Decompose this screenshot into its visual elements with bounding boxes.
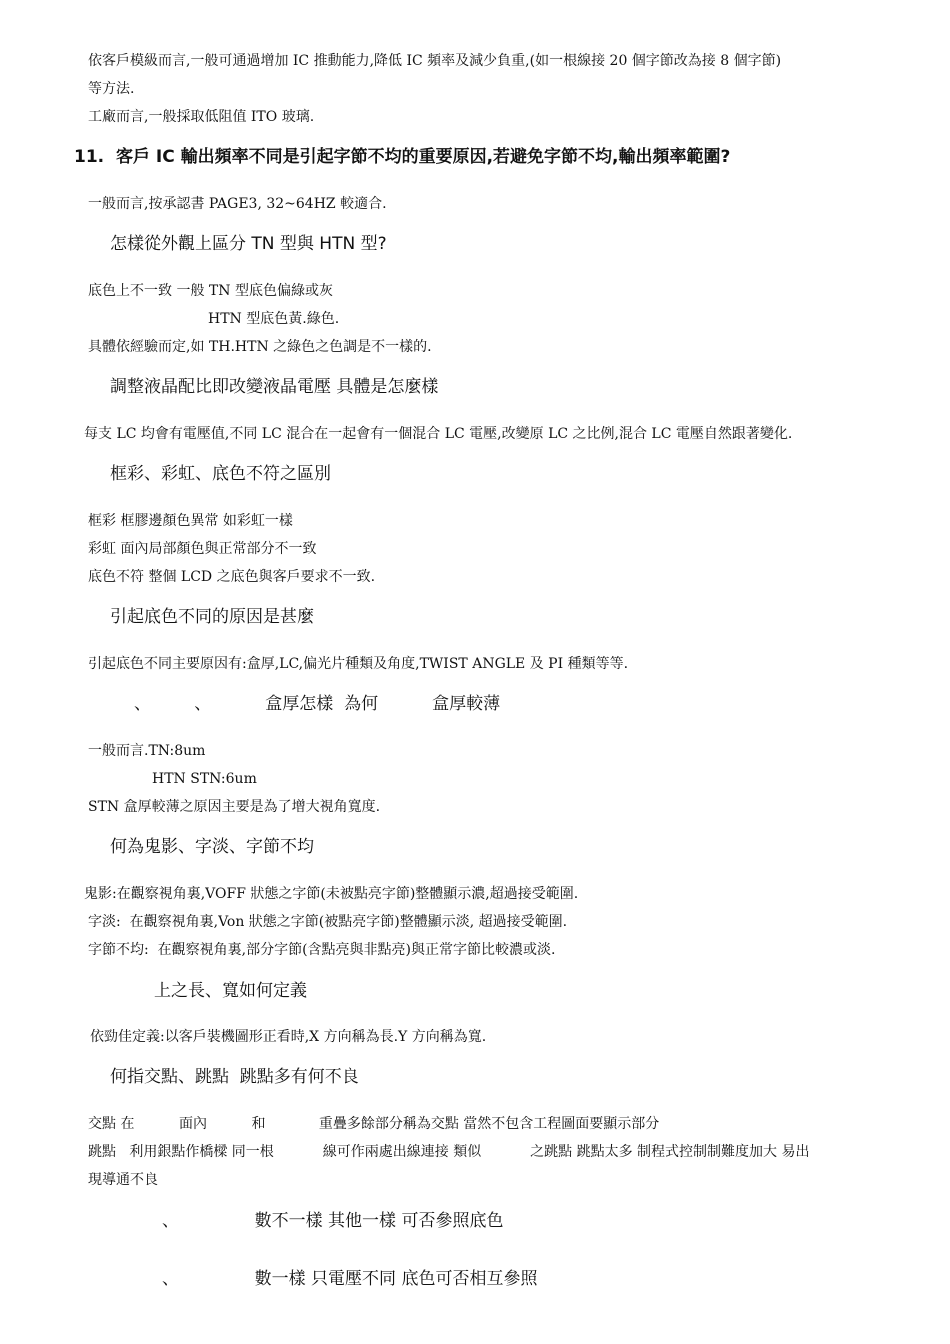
text-line: HTN 型底色黃.綠色. xyxy=(208,311,340,327)
text-line: 依客戶模級而言,一般可通過增加 IC 推動能力,降低 IC 頻率及減少負重,(如一根線接 20 個字節改為接 8 個字節) xyxy=(88,53,782,69)
text-line: 交點 在 面內 和 重疊多餘部分稱為交點 當然不包含工程圖面要顯示部分 xyxy=(88,1116,660,1132)
section-heading: 、 數不一樣 其他一樣 可否參照底色 xyxy=(162,1211,504,1231)
text-line: 每支 LC 均會有電壓值,不同 LC 混合在一起會有一個混合 LC 電壓,改變原 LC 之比例,混合 LC 電壓自然跟著變化. xyxy=(84,426,793,442)
text-line: STN 盒厚較薄之原因主要是為了增大視角寬度. xyxy=(88,799,381,815)
text-line: 底色不符 整個 LCD 之底色與客戶要求不一致. xyxy=(88,569,376,585)
text-line: 字淡: 在觀察視角裏,Von 狀態之字節(被點亮字節)整體顯示淡, 超過接受範圍. xyxy=(88,914,568,930)
section-heading: 引起底色不同的原因是甚麼 xyxy=(110,607,314,627)
text-line: 字節不均: 在觀察視角裏,部分字節(含點亮與非點亮)與正常字節比較濃或淡. xyxy=(88,942,556,958)
text-line: 引起底色不同主要原因有:盒厚,LC,偏光片種類及角度,TWIST ANGLE 及 PI 種類等等. xyxy=(88,656,629,672)
section-heading: 、 數一樣 只電壓不同 底色可否相互參照 xyxy=(162,1269,538,1289)
section-heading: 何為鬼影、字淡、字節不均 xyxy=(110,837,314,857)
section-heading: 11. 客戶 IC 輸出頻率不同是引起字節不均的重要原因,若避免字節不均,輸出頻率範圍? xyxy=(74,147,731,167)
text-line: 依勁佳定義:以客戶裝機圖形正看時,X 方向稱為長.Y 方向稱為寬. xyxy=(90,1029,487,1045)
text-line: 工廠而言,一般採取低阻值 ITO 玻璃. xyxy=(88,109,315,125)
text-line: 具體依經驗而定,如 TH.HTN 之綠色之色調是不一樣的. xyxy=(88,339,432,355)
text-line: 現導通不良 xyxy=(88,1172,158,1188)
text-line: 鬼影:在觀察視角裏,VOFF 狀態之字節(未被點亮字節)整體顯示濃,超過接受範圍. xyxy=(84,886,579,902)
text-line: 一般而言.TN:8um xyxy=(88,743,206,759)
section-heading: 怎樣從外觀上區分 TN 型與 HTN 型? xyxy=(110,234,387,254)
text-line: 底色上不一致 一般 TN 型底色偏綠或灰 xyxy=(88,283,333,299)
section-heading: 框彩、彩虹、底色不符之區別 xyxy=(110,464,331,484)
text-line: 一般而言,按承認書 PAGE3, 32~64HZ 較適合. xyxy=(88,196,387,212)
text-line: 框彩 框膠邊顏色異常 如彩虹一樣 xyxy=(88,513,293,529)
text-line: 等方法. xyxy=(88,81,135,97)
text-line: HTN STN:6um xyxy=(152,771,257,787)
section-heading: 上之長、寬如何定義 xyxy=(154,981,307,1001)
section-heading: 何指交點、跳點 跳點多有何不良 xyxy=(110,1067,359,1087)
text-line: 跳點 利用銀點作橋樑 同一根 線可作兩處出線連接 類似 之跳點 跳點太多 制程式控制制難度加大 易出 xyxy=(88,1144,810,1160)
section-heading: 、 、 盒厚怎樣 為何 盒厚較薄 xyxy=(134,694,501,714)
section-heading: 調整液晶配比即改變液晶電壓 具體是怎麼樣 xyxy=(110,377,439,397)
text-line: 彩虹 面內局部顏色與正常部分不一致 xyxy=(88,541,317,557)
